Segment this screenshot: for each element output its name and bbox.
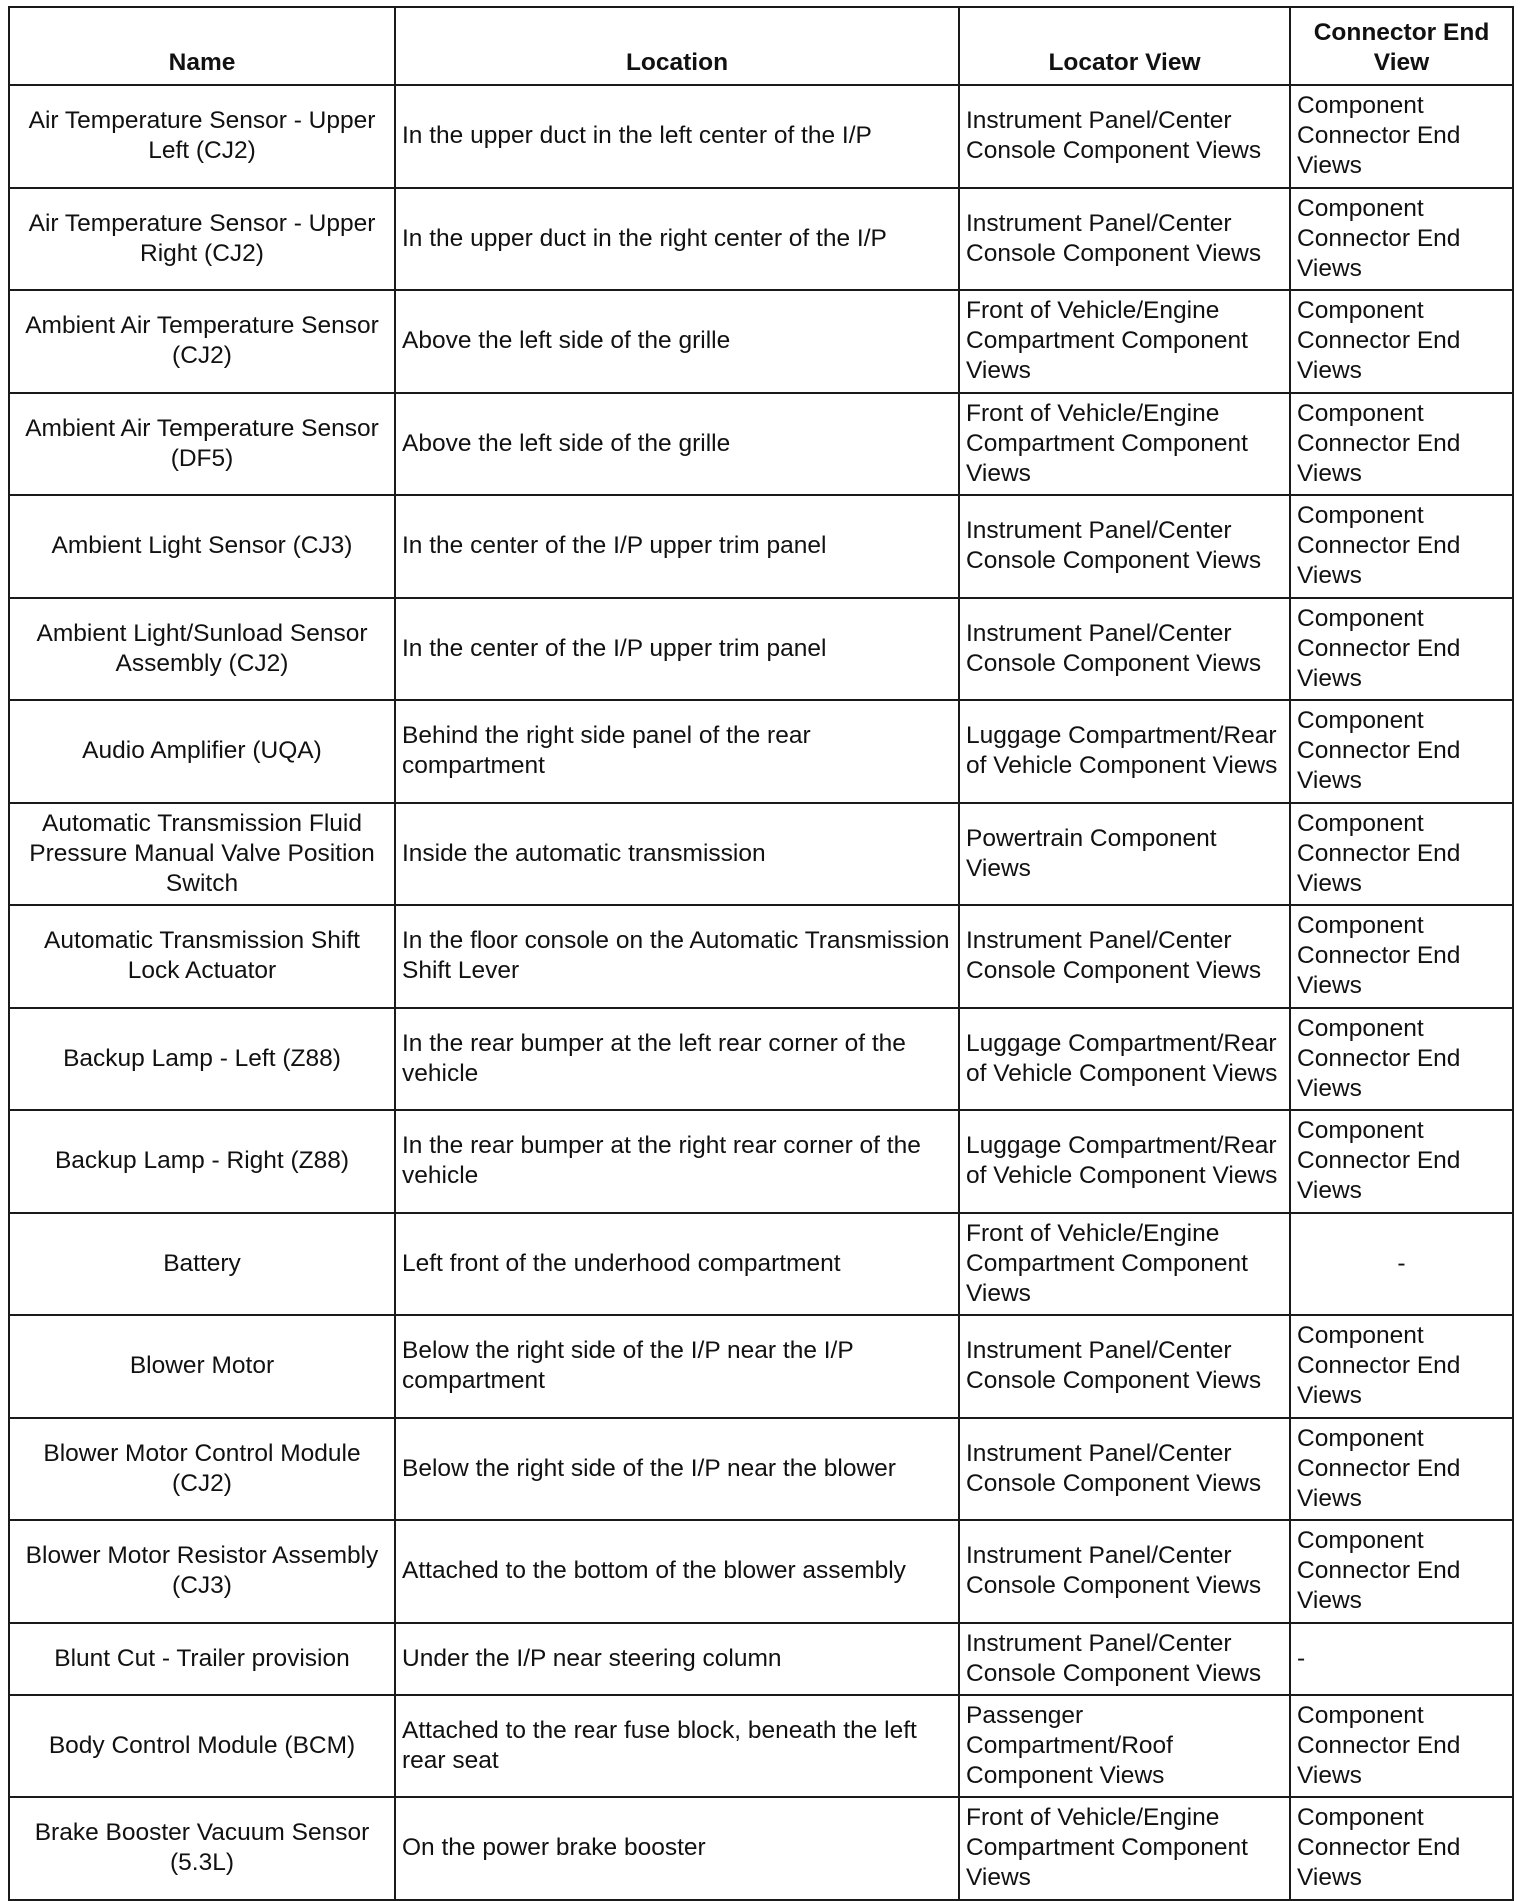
cell-locator-view: Front of Vehicle/Engine Compartment Component Views — [959, 393, 1290, 496]
cell-name: Brake Booster Vacuum Sensor (5.3L) — [9, 1797, 395, 1900]
table-row — [9, 85, 1513, 188]
cell-name: Blower Motor — [9, 1315, 395, 1418]
cell-name: Air Temperature Sensor - Upper Left (CJ2) — [9, 85, 395, 188]
cell-locator-view: Front of Vehicle/Engine Compartment Component Views — [959, 290, 1290, 393]
cell-location: Attached to the rear fuse block, beneath the left rear seat — [395, 1695, 959, 1798]
cell-name: Ambient Air Temperature Sensor (CJ2) — [9, 290, 395, 393]
cell-locator-view: Instrument Panel/Center Console Component Views — [959, 1315, 1290, 1418]
cell-name: Blower Motor Resistor Assembly (CJ3) — [9, 1520, 395, 1623]
cell-location: Left front of the underhood compartment — [395, 1213, 959, 1316]
cell-connector-end-view: Component Connector End Views — [1290, 1418, 1513, 1521]
cell-connector-end-view: Component Connector End Views — [1290, 290, 1513, 393]
table-row — [9, 1418, 1513, 1521]
cell-connector-end-view: Component Connector End Views — [1290, 1695, 1513, 1798]
cell-locator-view: Instrument Panel/Center Console Component Views — [959, 905, 1290, 1008]
cell-locator-view: Passenger Compartment/Roof Component Views — [959, 1695, 1290, 1798]
cell-name: Automatic Transmission Fluid Pressure Manual Valve Position Switch — [9, 803, 395, 906]
cell-location: Below the right side of the I/P near the blower — [395, 1418, 959, 1521]
cell-locator-view: Instrument Panel/Center Console Component Views — [959, 495, 1290, 598]
cell-connector-end-view: Component Connector End Views — [1290, 598, 1513, 701]
table-row — [9, 1520, 1513, 1623]
table-row — [9, 1213, 1513, 1316]
cell-location: In the center of the I/P upper trim panel — [395, 495, 959, 598]
cell-name: Battery — [9, 1213, 395, 1316]
table-row — [9, 1110, 1513, 1213]
cell-locator-view: Front of Vehicle/Engine Compartment Component Views — [959, 1797, 1290, 1900]
cell-connector-end-view: Component Connector End Views — [1290, 188, 1513, 291]
cell-name: Blower Motor Control Module (CJ2) — [9, 1418, 395, 1521]
cell-location: Behind the right side panel of the rear compartment — [395, 700, 959, 803]
cell-locator-view: Luggage Compartment/Rear of Vehicle Component Views — [959, 1110, 1290, 1213]
cell-locator-view: Powertrain Component Views — [959, 803, 1290, 906]
cell-connector-end-view: Component Connector End Views — [1290, 1315, 1513, 1418]
cell-name: Automatic Transmission Shift Lock Actuator — [9, 905, 395, 1008]
cell-locator-view: Instrument Panel/Center Console Component Views — [959, 85, 1290, 188]
cell-location: On the power brake booster — [395, 1797, 959, 1900]
cell-locator-view: Instrument Panel/Center Console Component Views — [959, 1520, 1290, 1623]
cell-connector-end-view: Component Connector End Views — [1290, 700, 1513, 803]
table-row — [9, 700, 1513, 803]
cell-locator-view: Front of Vehicle/Engine Compartment Component Views — [959, 1213, 1290, 1316]
cell-name: Ambient Light/Sunload Sensor Assembly (CJ2) — [9, 598, 395, 701]
table-row — [9, 803, 1513, 906]
cell-connector-end-view: Component Connector End Views — [1290, 1008, 1513, 1111]
table-row — [9, 290, 1513, 393]
cell-location: In the rear bumper at the left rear corner of the vehicle — [395, 1008, 959, 1111]
cell-location: Inside the automatic transmission — [395, 803, 959, 906]
cell-locator-view: Instrument Panel/Center Console Component Views — [959, 598, 1290, 701]
table-row — [9, 1797, 1513, 1900]
cell-location: In the upper duct in the left center of the I/P — [395, 85, 959, 188]
component-locator-table — [8, 6, 1514, 1901]
cell-locator-view: Luggage Compartment/Rear of Vehicle Component Views — [959, 700, 1290, 803]
cell-location: In the rear bumper at the right rear corner of the vehicle — [395, 1110, 959, 1213]
cell-name: Backup Lamp - Right (Z88) — [9, 1110, 395, 1213]
cell-connector-end-view: Component Connector End Views — [1290, 1797, 1513, 1900]
cell-location: In the upper duct in the right center of the I/P — [395, 188, 959, 291]
table-row — [9, 495, 1513, 598]
table-row — [9, 393, 1513, 496]
cell-name: Ambient Air Temperature Sensor (DF5) — [9, 393, 395, 496]
cell-connector-end-view: Component Connector End Views — [1290, 905, 1513, 1008]
table-row — [9, 1695, 1513, 1798]
cell-connector-end-view: Component Connector End Views — [1290, 495, 1513, 598]
cell-location: In the center of the I/P upper trim panel — [395, 598, 959, 701]
cell-location: Above the left side of the grille — [395, 290, 959, 393]
cell-locator-view: Instrument Panel/Center Console Component Views — [959, 1418, 1290, 1521]
cell-connector-end-view: Component Connector End Views — [1290, 85, 1513, 188]
cell-name: Air Temperature Sensor - Upper Right (CJ2) — [9, 188, 395, 291]
cell-locator-view: Instrument Panel/Center Console Component Views — [959, 188, 1290, 291]
header-name: Name — [9, 7, 395, 85]
cell-location: Above the left side of the grille — [395, 393, 959, 496]
table-row — [9, 598, 1513, 701]
cell-name: Backup Lamp - Left (Z88) — [9, 1008, 395, 1111]
cell-connector-end-view: Component Connector End Views — [1290, 1110, 1513, 1213]
cell-name: Body Control Module (BCM) — [9, 1695, 395, 1798]
cell-location: In the floor console on the Automatic Transmission Shift Lever — [395, 905, 959, 1008]
header-locator-view: Locator View — [959, 7, 1290, 85]
table-row — [9, 1315, 1513, 1418]
cell-connector-end-view: Component Connector End Views — [1290, 803, 1513, 906]
header-location: Location — [395, 7, 959, 85]
table-row — [9, 1008, 1513, 1111]
cell-connector-end-view: Component Connector End Views — [1290, 393, 1513, 496]
table-row — [9, 1623, 1513, 1695]
cell-locator-view: Luggage Compartment/Rear of Vehicle Component Views — [959, 1008, 1290, 1111]
cell-name: Audio Amplifier (UQA) — [9, 700, 395, 803]
cell-locator-view: Instrument Panel/Center Console Component Views — [959, 1623, 1290, 1695]
cell-name: Ambient Light Sensor (CJ3) — [9, 495, 395, 598]
cell-location: Under the I/P near steering column — [395, 1623, 959, 1695]
cell-name: Blunt Cut - Trailer provision — [9, 1623, 395, 1695]
header-row — [9, 7, 1513, 85]
table-row — [9, 905, 1513, 1008]
cell-connector-end-view: Component Connector End Views — [1290, 1520, 1513, 1623]
cell-location: Below the right side of the I/P near the I/P compartment — [395, 1315, 959, 1418]
header-connector-end-view: Connector End View — [1290, 7, 1513, 85]
cell-connector-end-view: - — [1290, 1213, 1513, 1316]
cell-location: Attached to the bottom of the blower assembly — [395, 1520, 959, 1623]
table-row — [9, 188, 1513, 291]
cell-connector-end-view: - — [1290, 1623, 1513, 1695]
